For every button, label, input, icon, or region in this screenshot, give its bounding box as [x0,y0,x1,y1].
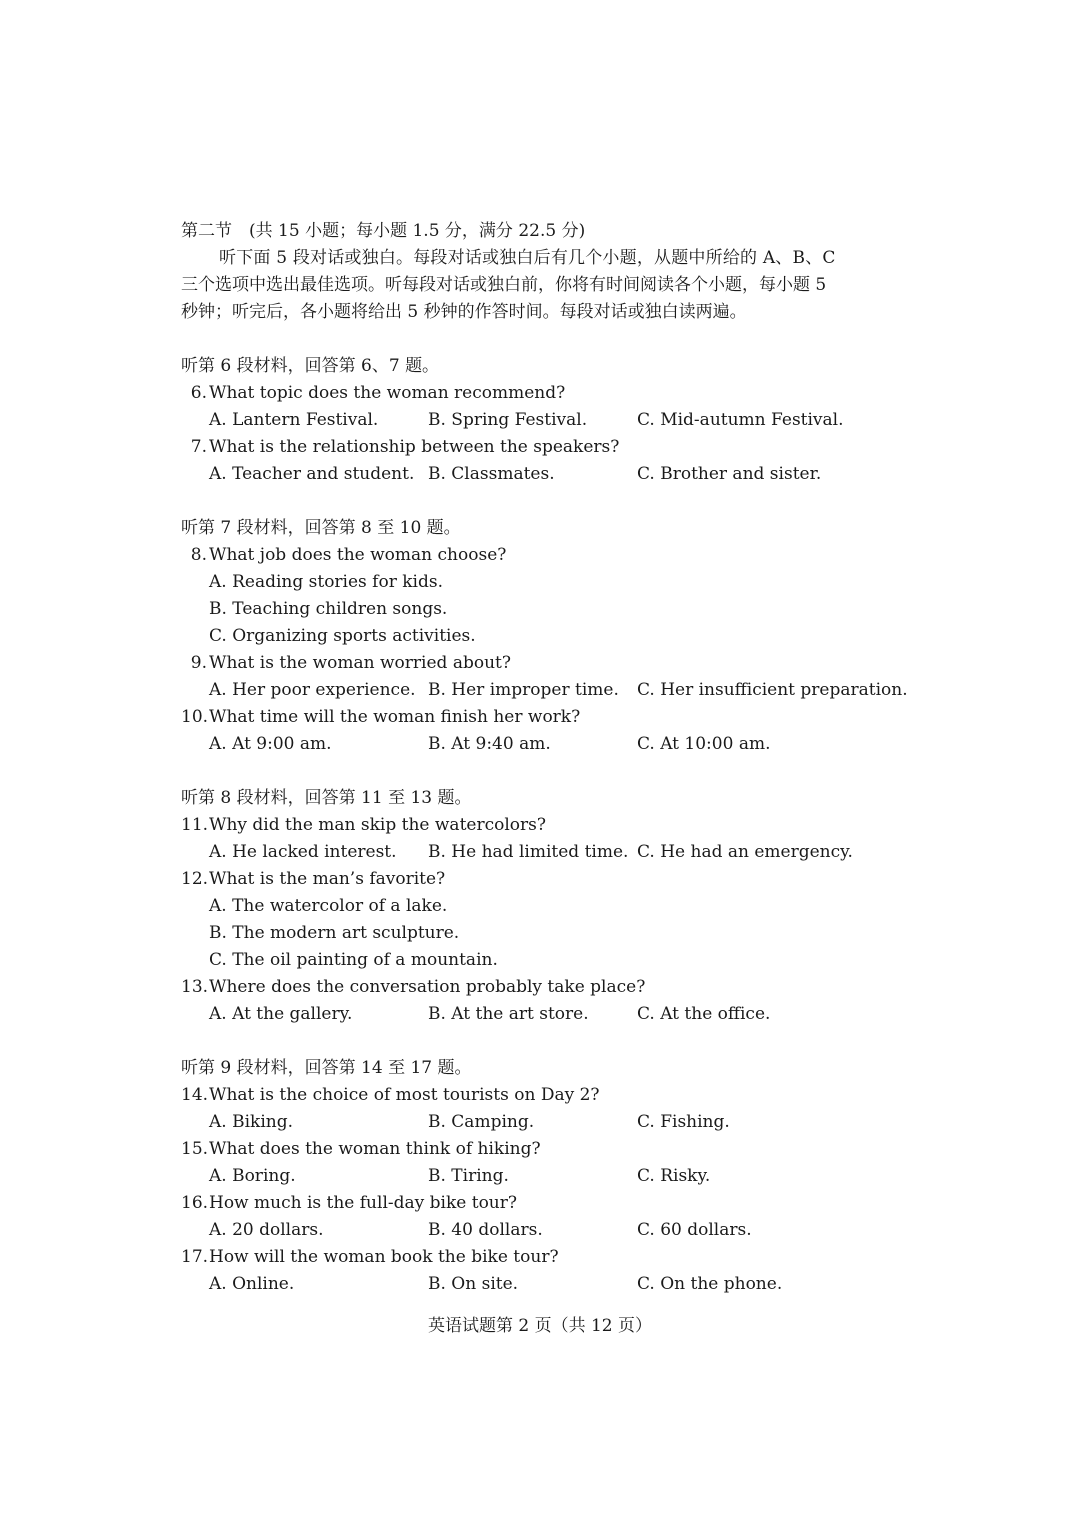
question-12 [181,866,911,893]
instruction-line: 听下面 5 段对话或独白。每段对话或独白后有几个小题，从题中所给的 A、B、C [219,248,836,268]
question-text: What is the choice of most tourists on Day 2? [209,1085,600,1105]
option-text: B. Teaching children songs. [209,599,448,619]
option-c: C. At 10:00 am. [637,734,771,754]
question-9-options [181,677,911,704]
option-a: A. Teacher and student. [209,464,415,484]
option-c: C. 60 dollars. [637,1220,752,1240]
material-group-7 [181,515,911,758]
option-text: C. The oil painting of a mountain. [209,950,498,970]
option-a [181,569,911,596]
material-group-8 [181,785,911,1028]
option-b: B. On site. [428,1274,519,1294]
question-text: What topic does the woman recommend? [209,383,566,403]
option-c: C. Risky. [637,1166,711,1186]
question-16-options [181,1217,911,1244]
question-text: Where does the conversation probably take place? [209,977,646,997]
section-title: 第二节 (共 15 小题；每小题 1.5 分，满分 22.5 分) [181,221,586,241]
material-group-6 [181,353,911,488]
option-b [181,596,911,623]
question-6 [181,380,911,407]
question-number: 11. [181,815,209,835]
option-c: C. Fishing. [637,1112,730,1132]
question-7-options [181,461,911,488]
option-b: B. At the art store. [428,1004,589,1024]
question-text: How will the woman book the bike tour? [209,1247,559,1267]
question-number: 9. [190,653,207,673]
option-b: B. Spring Festival. [428,410,588,430]
option-text: A. The watercolor of a lake. [209,896,448,916]
option-a [181,893,911,920]
question-11-options [181,839,911,866]
option-b: B. Tiring. [428,1166,509,1186]
question-text: Why did the man skip the watercolors? [209,815,546,835]
option-a: A. Boring. [209,1166,296,1186]
option-c: C. Her insufficient preparation. [637,680,908,700]
question-17 [181,1244,911,1271]
option-c: C. Brother and sister. [637,464,822,484]
question-9 [181,650,911,677]
question-8 [181,542,911,569]
question-10 [181,704,911,731]
option-b: B. Classmates. [428,464,555,484]
option-b: B. At 9:40 am. [428,734,551,754]
question-text: How much is the full-day bike tour? [209,1193,517,1213]
option-c: C. At the office. [637,1004,771,1024]
question-14 [181,1082,911,1109]
group-header: 听第 6 段材料，回答第 6、7 题。 [181,356,440,376]
section-two [181,218,911,1298]
instruction-line: 秒钟；听完后，各小题将给出 5 秒钟的作答时间。每段对话或独白读两遍。 [181,302,747,322]
question-16 [181,1190,911,1217]
option-a: A. Online. [209,1274,295,1294]
question-number: 13. [181,977,209,997]
option-a: A. Lantern Festival. [209,410,379,430]
question-text: What is the man’s favorite? [209,869,446,889]
question-text: What is the relationship between the speakers? [209,437,620,457]
question-15 [181,1136,911,1163]
question-6-options [181,407,911,434]
option-c [181,947,911,974]
section-instructions [181,245,911,326]
question-number: 12. [181,869,209,889]
question-number: 7. [190,437,207,457]
option-a: A. 20 dollars. [209,1220,324,1240]
option-b [181,920,911,947]
option-c [181,623,911,650]
question-number: 6. [190,383,207,403]
group-header: 听第 9 段材料，回答第 14 至 17 题。 [181,1058,472,1078]
option-b: B. He had limited time. [428,842,629,862]
question-15-options [181,1163,911,1190]
question-13-options [181,1001,911,1028]
question-7 [181,434,911,461]
question-10-options [181,731,911,758]
question-text: What job does the woman choose? [209,545,507,565]
option-a: A. At the gallery. [209,1004,353,1024]
option-a: A. He lacked interest. [209,842,397,862]
question-text: What does the woman think of hiking? [209,1139,541,1159]
page-footer: 英语试题第 2 页（共 12 页） [427,1316,653,1336]
option-text: B. The modern art sculpture. [209,923,460,943]
question-11 [181,812,911,839]
option-a: A. At 9:00 am. [209,734,332,754]
option-c: C. On the phone. [637,1274,783,1294]
option-c: C. Mid-autumn Festival. [637,410,844,430]
question-number: 15. [181,1139,209,1159]
option-b: B. Camping. [428,1112,535,1132]
question-number: 14. [181,1085,209,1105]
question-14-options [181,1109,911,1136]
question-number: 16. [181,1193,209,1213]
option-c: C. He had an emergency. [637,842,853,862]
group-header: 听第 7 段材料，回答第 8 至 10 题。 [181,518,461,538]
question-number: 8. [190,545,207,565]
question-17-options [181,1271,911,1298]
instruction-line: 三个选项中选出最佳选项。听每段对话或独白前，你将有时间阅读各个小题，每小题 5 [181,275,827,295]
option-b: B. 40 dollars. [428,1220,543,1240]
question-number: 10. [181,707,209,727]
option-text: A. Reading stories for kids. [209,572,443,592]
group-header: 听第 8 段材料，回答第 11 至 13 题。 [181,788,472,808]
material-group-9 [181,1055,911,1298]
option-text: C. Organizing sports activities. [209,626,476,646]
question-text: What is the woman worried about? [209,653,511,673]
question-text: What time will the woman finish her work? [209,707,581,727]
option-a: A. Biking. [209,1112,293,1132]
option-b: B. Her improper time. [428,680,619,700]
option-a: A. Her poor experience. [209,680,416,700]
question-number: 17. [181,1247,209,1267]
question-13 [181,974,911,1001]
